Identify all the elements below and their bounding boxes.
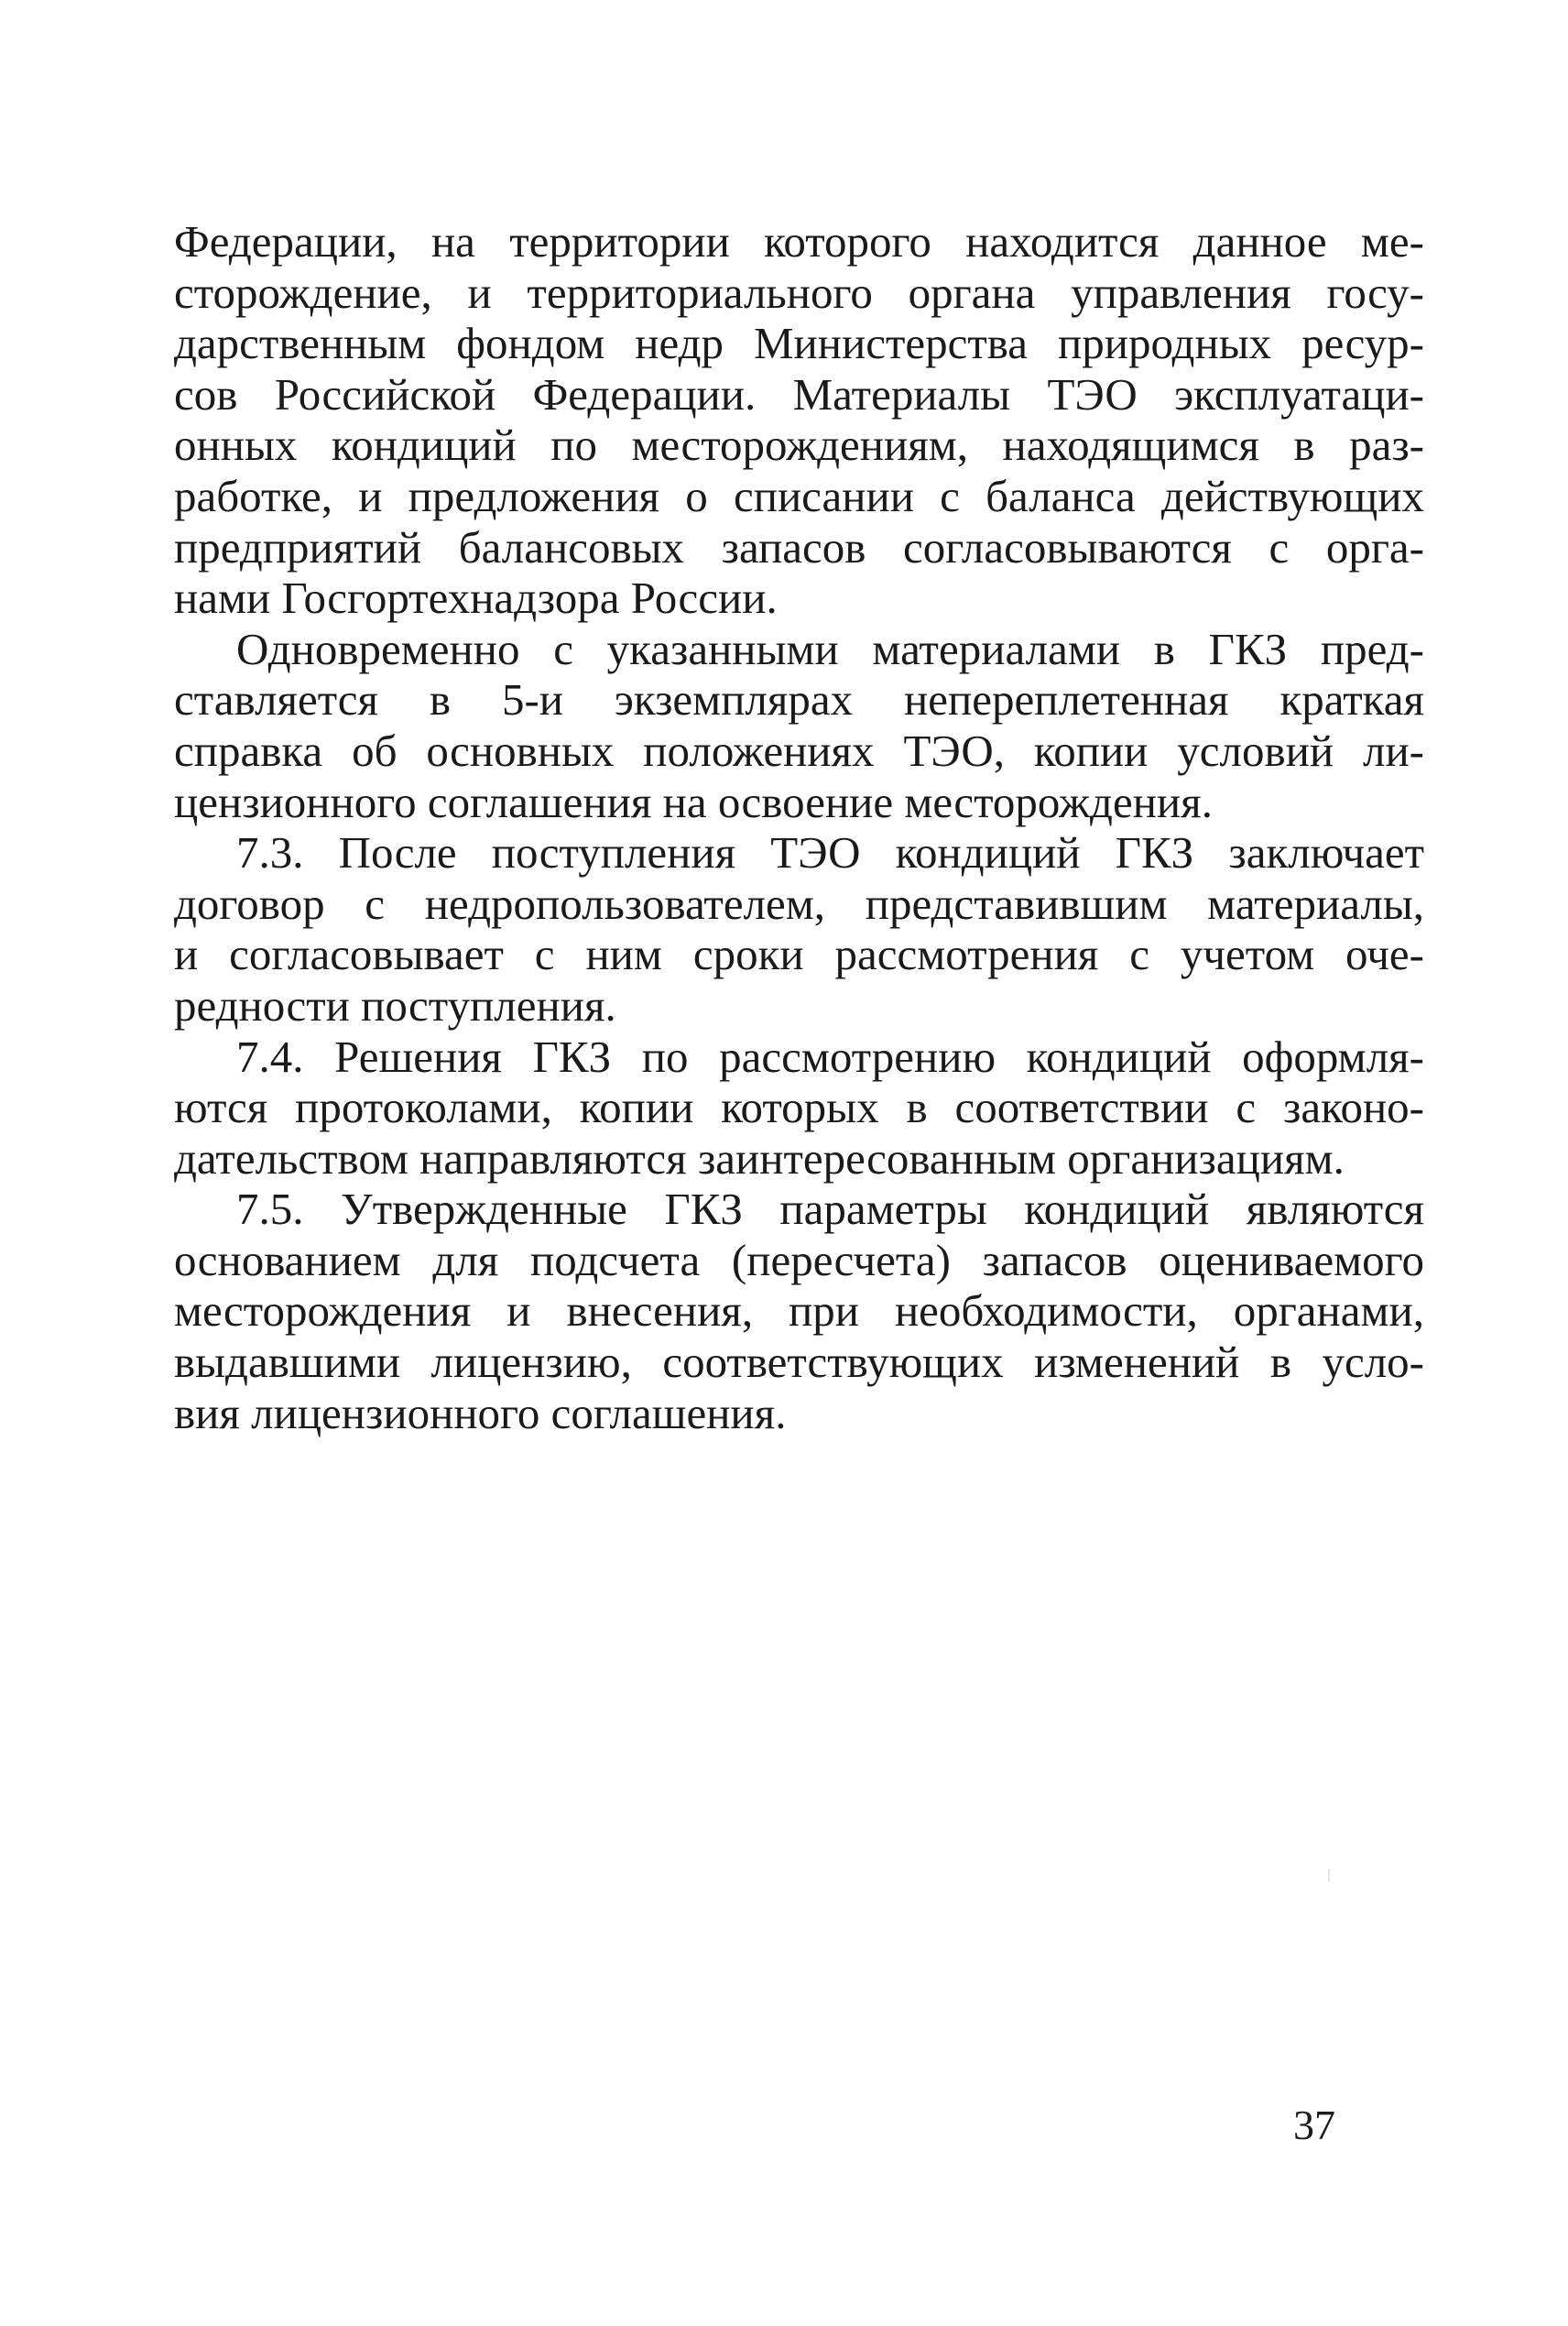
paragraph-7-5: [174, 1184, 1424, 1438]
paragraph-continuation: [174, 216, 1424, 624]
text-line: сов Российской Федерации. Материалы ТЭО эксплуатаци-: [174, 368, 1424, 420]
text-line: 7.4. Решения ГКЗ по рассмотрению кондиций оформля-: [236, 1031, 1424, 1082]
text-line: сторождение, и территориального органа управления госу-: [174, 267, 1424, 318]
text-line: 7.5. Утвержденные ГКЗ параметры кондиций являются: [236, 1184, 1424, 1235]
text-line: дарственным фондом недр Министерства природных ресур-: [174, 318, 1424, 369]
scan-speck: [1328, 1869, 1330, 1882]
text-line: дательством направляются заинтересованным организациям.: [174, 1132, 1345, 1184]
text-line: основанием для подсчета (пересчета) запасов оцениваемого: [174, 1234, 1424, 1285]
text-line: выдавшими лицензию, соответствующих изменений в усло-: [174, 1337, 1424, 1388]
text-line: предприятий балансовых запасов согласовываются с орга-: [174, 521, 1424, 573]
text-line: нами Госгортехнадзора России.: [174, 573, 778, 624]
text-line: редности поступления.: [174, 979, 616, 1031]
text-line: ются протоколами, копии которых в соответствии с законо-: [174, 1082, 1424, 1133]
text-line: работке, и предложения о списании с баланса действующих: [174, 470, 1424, 521]
paragraph-7-3: [174, 827, 1424, 1031]
page-number: 37: [1293, 2102, 1335, 2148]
text-line: справка об основных положениях ТЭО, копии условий ли-: [174, 725, 1424, 776]
text-line: цензионного соглашения на освоение месторождения.: [174, 776, 1213, 827]
paragraph-simultaneously: [174, 624, 1424, 827]
text-line: и согласовывает с ним сроки рассмотрения с учетом оче-: [174, 929, 1424, 980]
text-line: Одновременно с указанными материалами в ГКЗ пред-: [236, 623, 1424, 674]
body-text: [174, 216, 1424, 1438]
text-line: Федерации, на территории которого находится данное ме-: [174, 216, 1424, 267]
text-line: договор с недропользователем, представившим материалы,: [174, 878, 1424, 929]
text-line: ставляется в 5-и экземплярах непереплетенная краткая: [174, 674, 1424, 726]
text-line: онных кондиций по месторождениям, находящимся в раз-: [174, 420, 1424, 471]
text-line: 7.3. После поступления ТЭО кондиций ГКЗ заключает: [236, 827, 1424, 879]
text-line: месторождения и внесения, при необходимости, органами,: [174, 1285, 1424, 1337]
paragraph-7-4: [174, 1032, 1424, 1185]
text-line: вия лицензионного соглашения.: [174, 1387, 787, 1438]
